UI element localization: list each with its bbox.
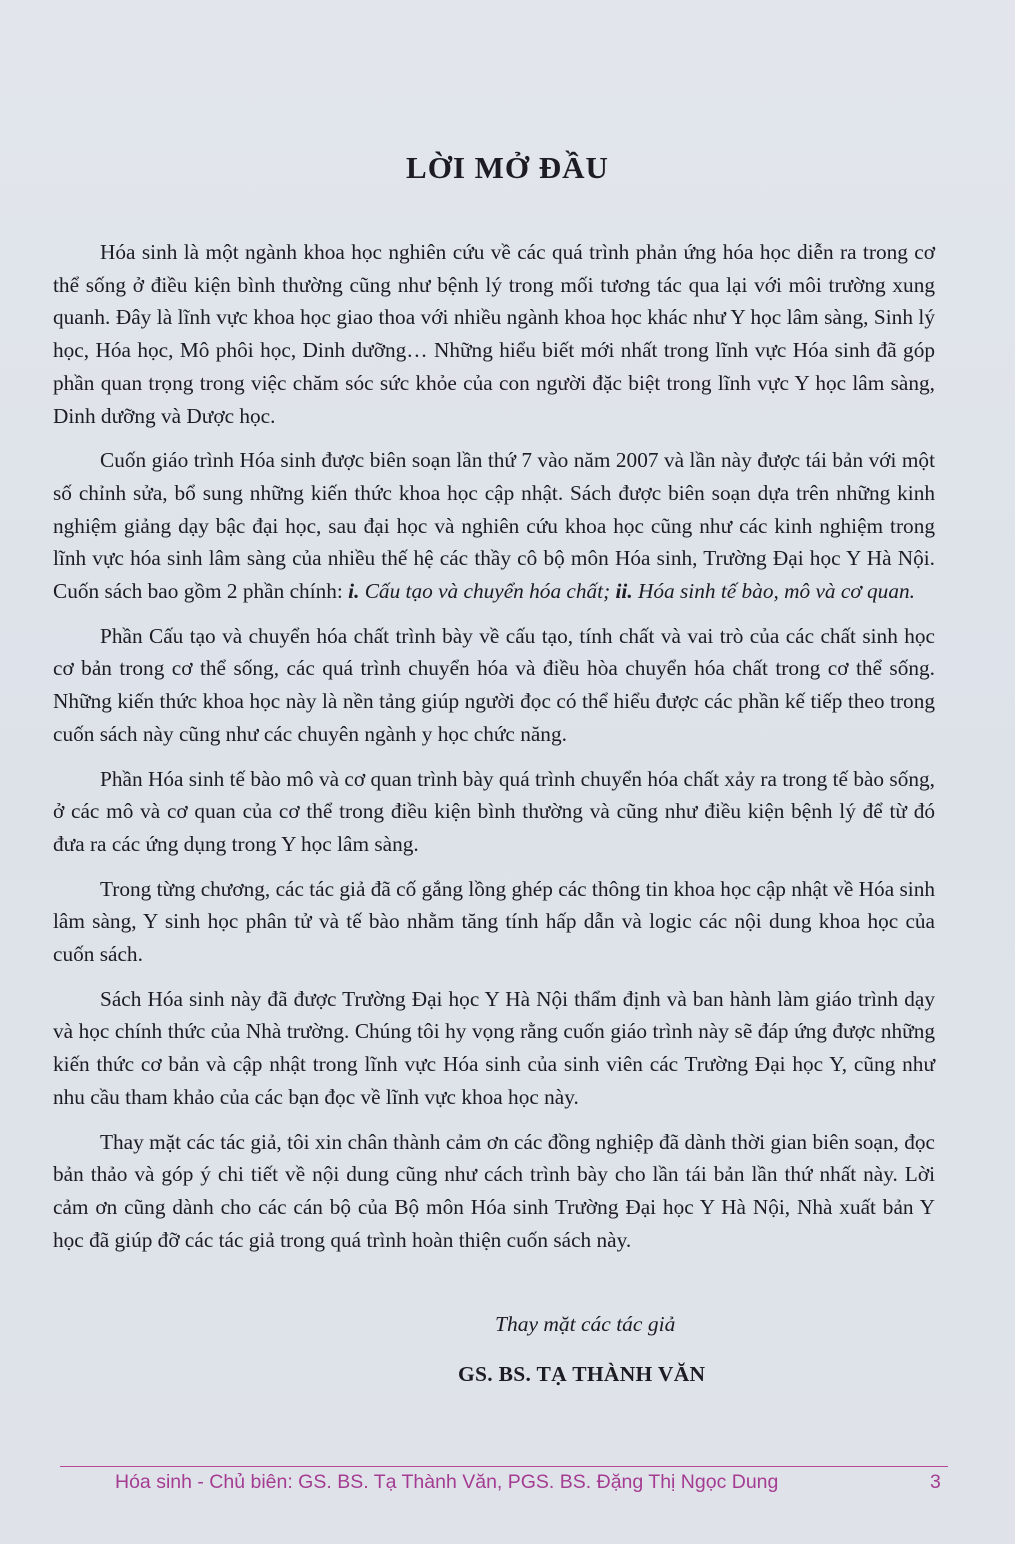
paragraph-4: Phần Hóa sinh tế bào mô và cơ quan trình bày quá trình chuyển hóa chất xảy ra trong tế bào sống, ở các mô và cơ quan của cơ thể trong điều kiện bình thường và cũng như điều kiện bệnh lý để từ đó đưa ra các ứng dụng trong Y học lâm sàng. xyxy=(53,766,935,856)
paragraph-1: Hóa sinh là một ngành khoa học nghiên cứu về các quá trình phản ứng hóa học diễn ra trong cơ thể sống ở điều kiện bình thường cũng như bệnh lý trong mối tương tác qua lại với môi trường xung quanh. Đây là lĩnh vực khoa học giao thoa với nhiều ngành khoa học khác như Y học lâm sàng, Sinh lý học, Hóa học, Mô phôi học, Dinh dưỡng… Những hiểu biết mới nhất trong lĩnh vực Hóa sinh đã góp phần quan trọng trong việc chăm sóc sức khỏe của con người đặc biệt trong lĩnh vực Y học lâm sàng, Dinh dưỡng và Dược học. xyxy=(53,240,935,428)
paragraph-2-text: Cuốn giáo trình Hóa sinh được biên soạn lần thứ 7 vào năm 2007 và lần này được tái bản với một số chỉnh sửa, bổ sung những kiến thức khoa học cập nhật. Sách được biên soạn dựa trên những kinh nghiệm giảng dạy bậc đại học, sau đại học và nghiên cứu khoa học cũng như các kinh nghiệm trong lĩnh vực hóa sinh lâm sàng của nhiều thế hệ các thầy cô bộ môn Hóa sinh, Trường Đại học Y Hà Nội. Cuốn sách bao gồm 2 phần chính: xyxy=(53,448,935,604)
part-2-number: ii. xyxy=(615,579,633,604)
preface-body xyxy=(53,236,935,1268)
signature-line: Thay mặt các tác giả xyxy=(495,1312,676,1336)
footer-divider xyxy=(60,1466,948,1467)
paragraph-7: Thay mặt các tác giả, tôi xin chân thành cảm ơn các đồng nghiệp đã dành thời gian biên soạn, đọc bản thảo và góp ý chi tiết về nội dung cũng như cách trình bày cho lần tái bản lần thứ nhất này. Lời cảm ơn cũng dành cho các cán bộ của Bộ môn Hóa sinh Trường Đại học Y Hà Nội, Nhà xuất bản Y học đã giúp đỡ các tác giả trong quá trình hoàn thiện cuốn sách này. xyxy=(53,1129,935,1252)
footer-text: Hóa sinh - Chủ biên: GS. BS. Tạ Thành Văn, PGS. BS. Đặng Thị Ngọc Dung xyxy=(115,1471,779,1493)
paragraph-3: Phần Cấu tạo và chuyển hóa chất trình bày về cấu tạo, tính chất và vai trò của các chất sinh học cơ bản trong cơ thể sống, các quá trình chuyển hóa và điều hòa chuyển hóa chất trong cơ thể sống. Những kiến thức khoa học này là nền tảng giúp người đọc có thể hiểu được các phần kế tiếp theo trong cuốn sách này cũng như các chuyên ngành y học chức năng. xyxy=(53,623,935,746)
page-title: LỜI MỞ ĐẦU xyxy=(406,150,609,185)
author-name: GS. BS. TẠ THÀNH VĂN xyxy=(458,1362,706,1386)
part-2-title: Hóa sinh tế bào, mô và cơ quan. xyxy=(632,579,915,604)
part-1-number: i. xyxy=(348,579,360,604)
page-number: 3 xyxy=(930,1471,941,1493)
paragraph-5: Trong từng chương, các tác giả đã cố gắng lồng ghép các thông tin khoa học cập nhật về Hóa sinh lâm sàng, Y sinh học phân tử và tế bào nhằm tăng tính hấp dẫn và logic các nội dung khoa học của cuốn sách. xyxy=(53,876,935,967)
paragraph-6: Sách Hóa sinh này đã được Trường Đại học Y Hà Nội thẩm định và ban hành làm giáo trình dạy và học chính thức của Nhà trường. Chúng tôi hy vọng rằng cuốn giáo trình này sẽ đáp ứng được những kiến thức cơ bản và cập nhật trong lĩnh vực Hóa sinh của sinh viên các Trường Đại học Y, cũng như nhu cầu tham khảo của các bạn đọc về lĩnh vực khoa học này. xyxy=(53,986,935,1109)
paragraph-2 xyxy=(53,444,935,608)
part-1-title: Cấu tạo và chuyển hóa chất; xyxy=(359,579,616,604)
